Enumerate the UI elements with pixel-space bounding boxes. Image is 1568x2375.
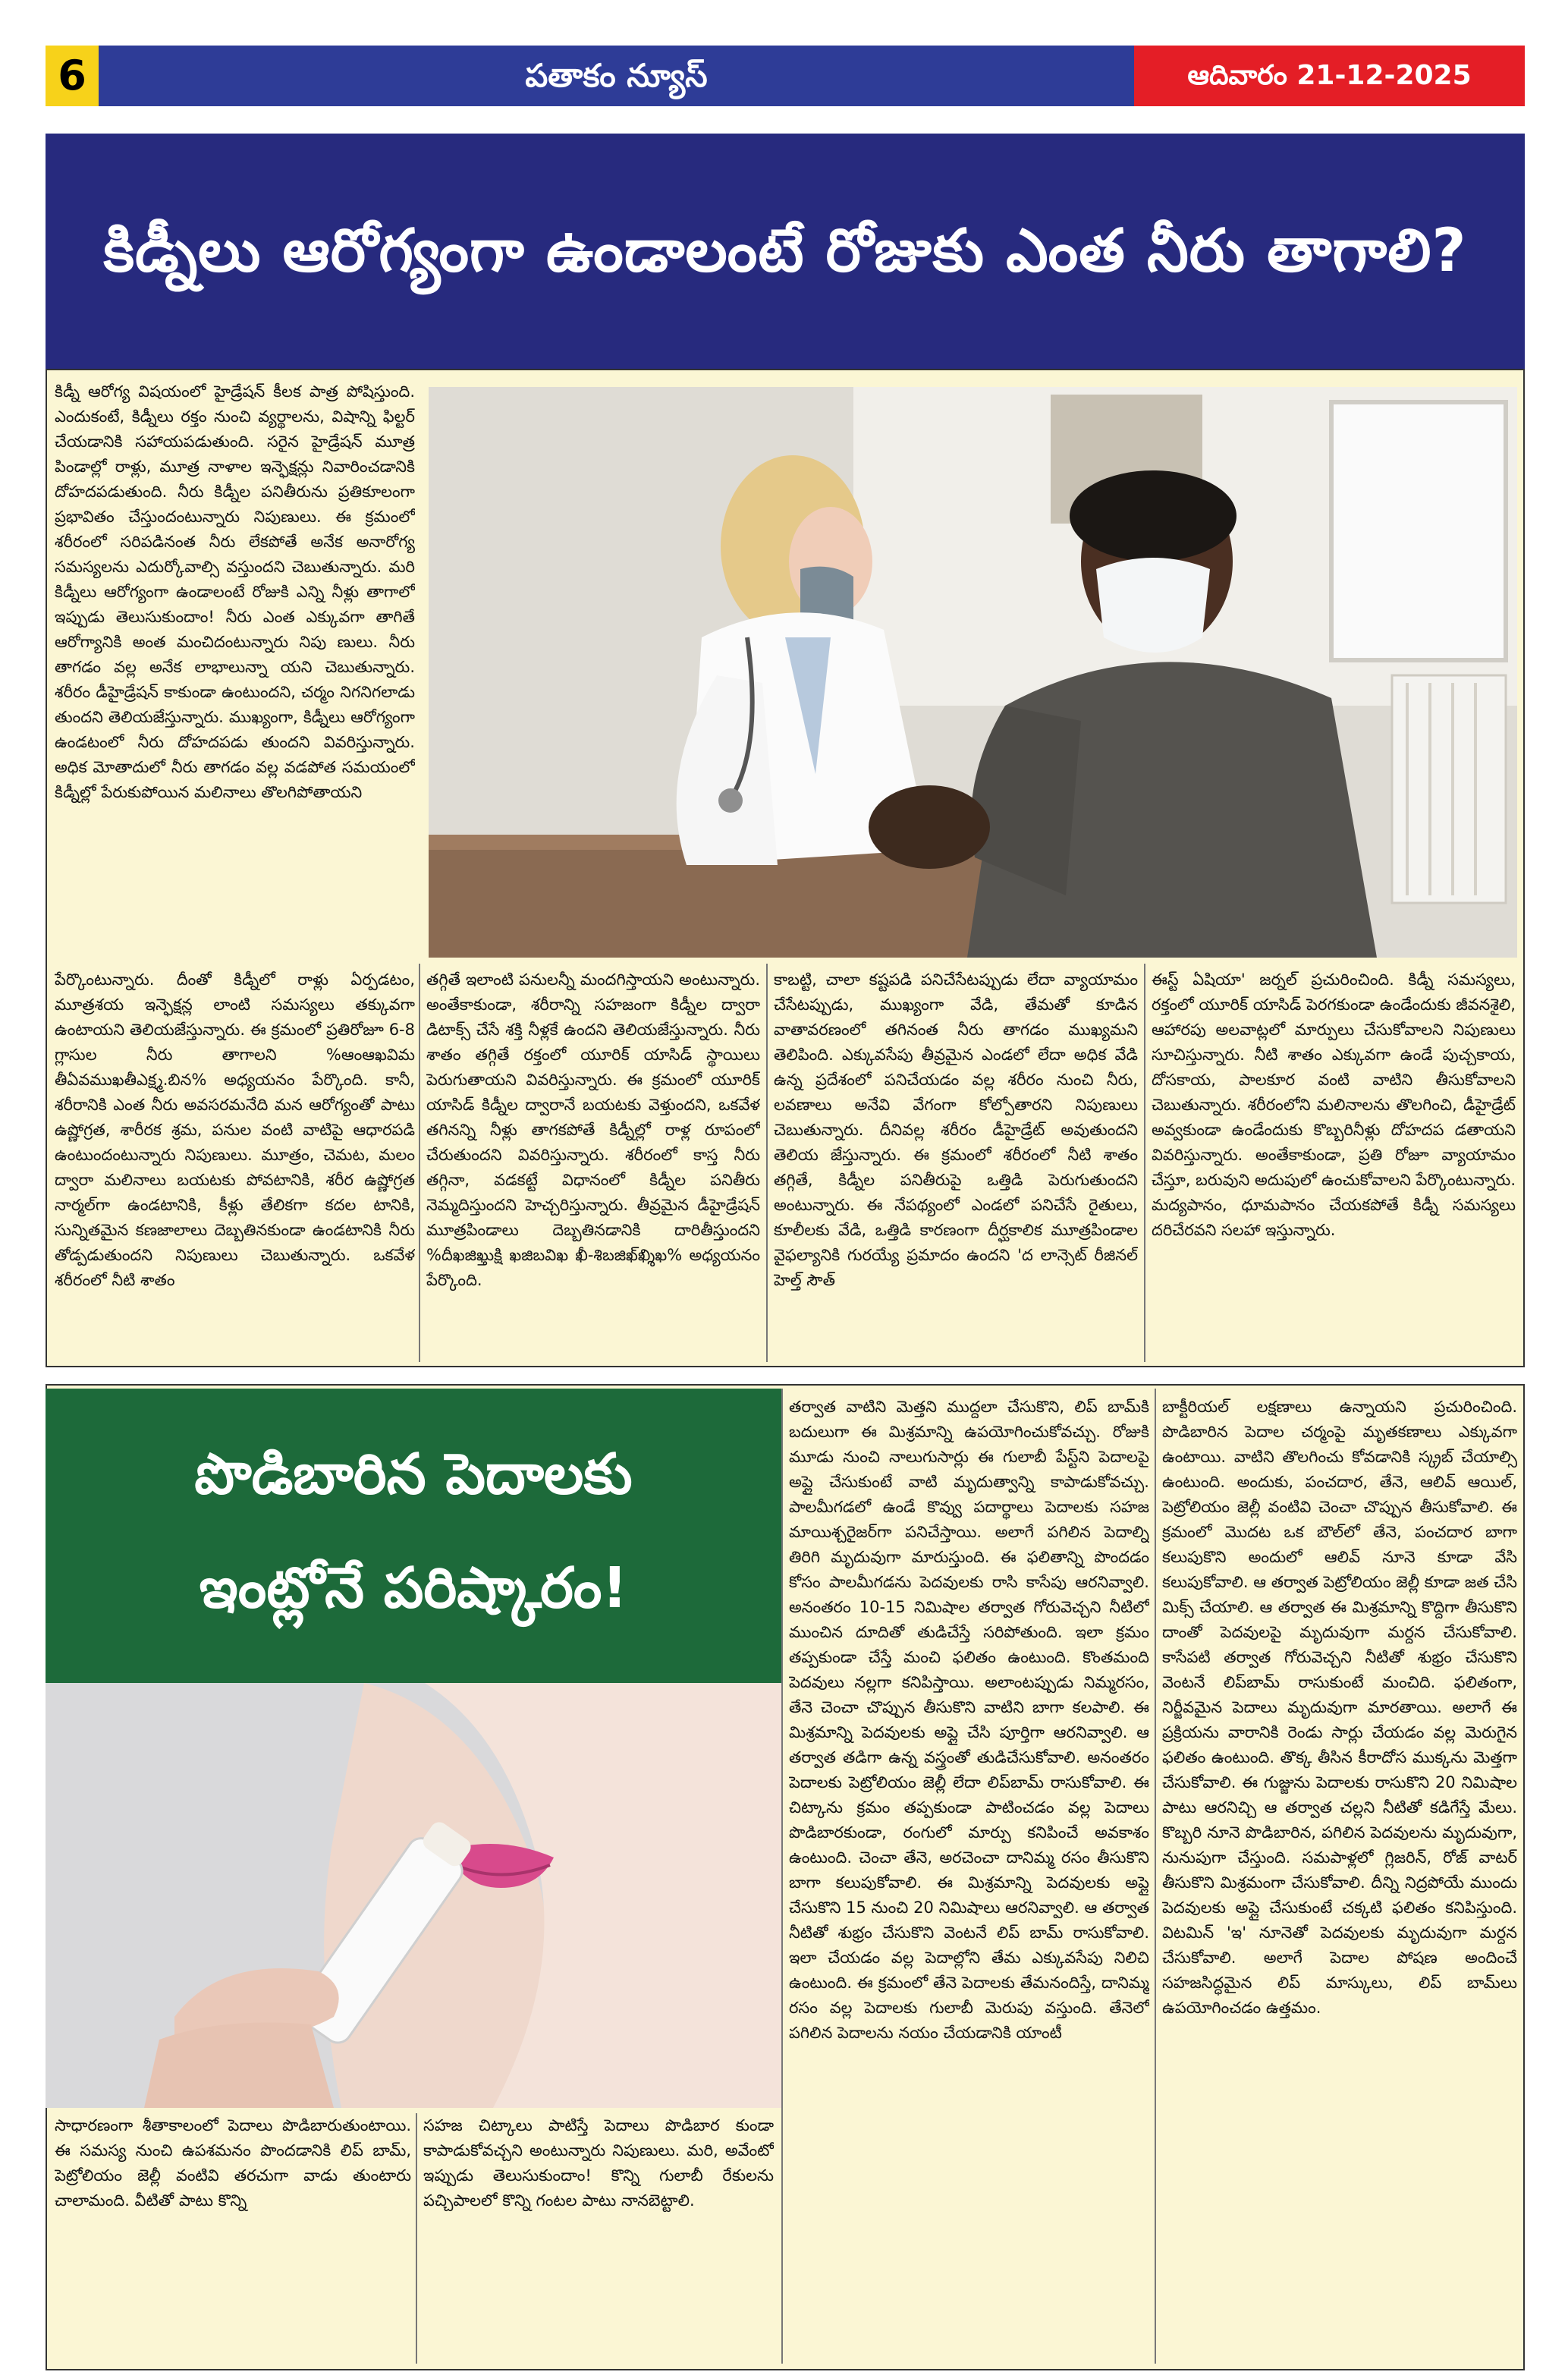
- story1-col2: తగ్గితే ఇలాంటి పనులన్నీ మందగిస్తాయని అంటున్నారు. అంతేకాకుండా, శరీరాన్ని సహజంగా కిడ్నీల ద్వారా డిటాక్స్ చేసే శక్తి నీళ్లకే ఉందని తెలియజేస్తున్నారు. నీరు శాతం తగ్గితే రక్తంలో యూరిక్ యాసిడ్ స్థాయిలు పెరుగుతాయని వివరిస్తున్నారు. ఈ క్రమంలో యూరిక్ యాసిడ్ కిడ్నీల ద్వారానే బయటకు వెళ్తుందని, ఒకవేళ తగినన్ని నీళ్లు తాగకపోతే కిడ్నీల్లో రాళ్ల రూపంలో చేరుతుందని వివరిస్తున్నారు. శరీరంలో కాస్త నీరు తగ్గినా, వడకట్టే విధానంలో కిడ్నీల పనితీరు నెమ్మదిస్తుందని హెచ్చరిస్తున్నారు. తీవ్రమైన డీహైడ్రేషన్ మూత్రపిండాలు దెబ్బతినడానికి దారితీస్తుందని %దీఖజిఖ్తుక్షి ఖజిబవిఖ ఖీ-శిబజిఖ్‌ఖ్శిఖ% అధ్యయనం పేర్కొంది.: [426, 970, 760, 1289]
- column-rule: [1144, 964, 1145, 1362]
- story2-headline-line2: ఇంట్లోనే పరిష్కారం!: [199, 1556, 628, 1621]
- column-rule: [419, 964, 420, 1362]
- story1-headline: కిడ్నీలు ఆరోగ్యంగా ఉండాలంటే రోజుకు ఎంత నీరు తాగాలి?: [46, 134, 1525, 369]
- doctor-patient-photo: [429, 387, 1517, 958]
- story1-col3: కాబట్టి, చాలా కష్టపడి పనిచేసేటప్పుడు లేదా వ్యాయామం చేసేటప్పుడు, ముఖ్యంగా వేడి, తేమతో కూడిన వాతావరణంలో తగినంత నీరు తాగడం ముఖ్యమని తెలిపింది. ఎక్కువసేపు తీవ్రమైన ఎండలో లేదా అధిక వేడి ఉన్న ప్రదేశంలో పనిచేయడం వల్ల శరీరం నుంచి నీరు, లవణాలు అనేవి వేగంగా కోల్పోతారని నిపుణులు చెబుతున్నారు. దీనివల్ల శరీరం డీహైడ్రేట్ అవుతుందని తెలియ జేస్తున్నారు. ఈ క్రమంలో శరీరంలో నీటి శాతం తగ్గితే, కిడ్నీల పనితీరుపై ఒత్తిడి పెరుగుతుందని అంటున్నారు. ఈ నేపథ్యంలో ఎండలో పనిచేసే రైతులు, కూలీలకు వేడి, ఒత్తిడి కారణంగా దీర్ఘకాలిక మూత్రపిండాల వైఫల్యానికి గురయ్యే ప్రమాదం ఉందని 'ద లాన్సెట్ రీజినల్ హెల్త్ సౌత్: [774, 970, 1138, 1289]
- story2-col2: సహజ చిట్కాలు పాటిస్తే పెదాలు పొడిబార కుండా కాపాడుకోవచ్చని అంటున్నారు నిపుణులు. మరి, అవేంటో ఇప్పుడు తెలుసుకుందాం! కొన్ని గులాబీ రేకులను పచ్చిపాలలో కొన్ని గంటల పాటు నానబెట్టాలి.: [423, 2116, 774, 2210]
- newspaper-title: పతాకం న్యూస్: [99, 46, 1134, 106]
- page-number: 6: [46, 46, 99, 106]
- story2-col4: బాక్టీరియల్ లక్షణాలు ఉన్నాయని ప్రచురించింది. పొడిబారిన పెదాల చర్మంపై మృతకణాలు ఎక్కువగా ఉంటాయి. వాటిని తొలగించు కోవడానికి స్క్రబ్ చేయాల్సి ఉంటుంది. అందుకు, పంచదార, తేనె, ఆలివ్ ఆయిల్, పెట్రోలియం జెల్లీ వంటివి చెంచా చొప్పున తీసుకోవాలి. ఈ క్రమంలో మొదట ఒక బౌల్‌లో తేనె, పంచదార బాగా కలుపుకొని అందులో ఆలివ్ నూనె కూడా వేసి కలుపుకోవాలి. ఆ తర్వాత పెట్రోలియం జెల్లీ కూడా జత చేసి మిక్స్ చేయాలి. ఆ తర్వాత ఈ మిశ్రమాన్ని కొద్దిగా తీసుకొని దాంతో పెదవులపై మృదువుగా మర్దన చేసుకోవాలి. కాసేపటి తర్వాత గోరువెచ్చని నీటితో శుభ్రం చేసుకొని వెంటనే లిప్‌బామ్ రాసుకుంటే మంచిది. ఫలితంగా, నిర్జీవమైన పెదాలు మృదువుగా మారతాయి. అలాగే ఈ ప్రక్రియను వారానికి రెండు సార్లు చేయడం వల్ల మెరుగైన ఫలితం ఉంటుంది. తొక్క తీసిన కీరాదోస ముక్కను మెత్తగా చేసుకోవాలి. ఈ గుజ్జును పెదాలకు రాసుకొని 20 నిమిషాల పాటు ఆరనిచ్చి ఆ తర్వాత చల్లని నీటితో కడిగేస్తే మేలు. కొబ్బరి నూనె పొడిబారిన, పగిలిన పెదవులను మృదువుగా, నునుపుగా చేస్తుంది. సమపాళ్లలో గ్లిజరిన్, రోజ్ వాటర్ తీసుకొని మిశ్రమంగా చేసుకోవాలి. దీన్ని నిద్రపోయే ముందు పెదవులకు అప్లై చేసుకుంటే చక్కటి ఫలితం కనిపిస్తుంది. విటమిన్ 'ఇ' నూనెతో పెదవులకు మృదువుగా మర్దన చేసుకోవాలి. అలాగే పెదాల పోషణ అందించే సహజసిద్ధమైన లిప్ మాస్కులు, లిప్ బామ్‌లు ఉపయోగించడం ఉత్తమం.: [1162, 1398, 1517, 2017]
- story1-col4: ఈస్ట్ ఏషియా' జర్నల్ ప్రచురించింది. కిడ్నీ సమస్యలు, రక్తంలో యూరిక్ యాసిడ్ పెరగకుండా ఉండేందుకు జీవనశైలి, ఆహారపు అలవాట్లలో మార్పులు చేసుకోవాలని నిపుణులు సూచిస్తున్నారు. నీటి శాతం ఎక్కువగా ఉండే పుచ్చకాయ, దోసకాయ, పాలకూర వంటి వాటిని తీసుకోవాలని చెబుతున్నారు. శరీరంలోని మలినాలను తొలగించి, డీహైడ్రేట్ అవ్వకుండా ఉండేందుకు కొబ్బరినీళ్లు దోహదప డతాయని వివరిస్తున్నారు. అంతేకాకుండా, ప్రతి రోజూ వ్యాయామం చేస్తూ, బరువుని అదుపులో ఉంచుకోవాలని పేర్కొంటున్నారు. మద్యపానం, ధూమపానం చేయకపోతే కిడ్నీ సమస్యలు దరిచేరవని సలహా ఇస్తున్నారు.: [1152, 970, 1516, 1239]
- column-rule: [781, 1389, 783, 2364]
- story1-col1-bottom: పేర్కొంటున్నారు. దీంతో కిడ్నీలో రాళ్లు ఏర్పడటం, మూత్రశయ ఇన్ఫెక్షన్ల లాంటి సమస్యలు తక్కువగా ఉంటాయని తెలియజేస్తున్నారు. ఈ క్రమంలో ప్రతిరోజూ 6-8 గ్లాసుల నీరు తాగాలని %ఆంఆఖవిమ తీఏవముఖతీఎక్ష్మ.బిన% అధ్యయనం పేర్కొంది. కానీ, శరీరానికి ఎంత నీరు అవసరమనేది మన ఆరోగ్యంతో పాటు ఉష్ణోగ్రత, శారీరక శ్రమ, పనుల వంటి వాటిపై ఆధారపడి ఉంటుందంటున్నారు నిపుణులు. మూత్రం, చెమట, మలం ద్వారా మలినాలు బయటకు పోవటానికి, శరీర ఉష్ణోగ్రత నార్మల్‌గా ఉండటానికి, కీళ్లు తేలికగా కదల టానికి, సున్నితమైన కణజాలాలు దెబ్బతినకుండా ఉండటానికి నీరు తోడ్పడుతుందని నిపుణులు చెబుతున్నారు. ఒకవేళ శరీరంలో నీటి శాతం: [55, 970, 415, 1289]
- story1-col1-top: కిడ్నీ ఆరోగ్య విషయంలో హైడ్రేషన్ కీలక పాత్ర పోషిస్తుంది. ఎందుకంటే, కిడ్నీలు రక్తం నుంచి వ్యర్థాలను, విషాన్ని ఫిల్టర్ చేయడానికి సహాయపడుతుంది. సరైన హైడ్రేషన్ మూత్ర పిండాల్లో రాళ్లు, మూత్ర నాళాల ఇన్ఫెక్షన్లు నివారించడానికి దోహదపడుతుంది. నీరు కిడ్నీల పనితీరును ప్రతికూలంగా ప్రభావితం చేస్తుందంటున్నారు నిపుణులు. ఈ క్రమంలో శరీరంలో సరిపడినంత నీరు లేకపోతే అనేక అనారోగ్య సమస్యలను ఎదుర్కోవాల్సి వస్తుందని చెబుతున్నారు. మరి కిడ్నీలు ఆరోగ్యంగా ఉండాలంటే రోజుకి ఎన్ని నీళ్లు తాగాలో ఇప్పుడు తెలుసుకుందాం! నీరు ఎంత ఎక్కువగా తాగితే ఆరోగ్యానికి అంత మంచిదంటున్నారు నిపు ణులు. నీరు తాగడం వల్ల అనేక లాభాలున్నా యని చెబుతున్నారు. శరీరం డీహైడ్రేషన్ కాకుండా ఉంటుందని, చర్మం నిగనిగలాడు తుందని తెలియజేస్తున్నారు. ముఖ్యంగా, కిడ్నీలు ఆరోగ్యంగా ఉండటంలో నీరు దోహదపడు తుందని వివరిస్తున్నారు. అధిక మోతాదులో నీరు తాగడం వల్ల వడపోత సమయంలో కిడ్నీల్లో పేరుకుపోయిన మలినాలు తొలగిపోతాయని: [55, 382, 415, 801]
- story2-headline: [46, 1389, 781, 1683]
- issue-date: ఆదివారం 21-12-2025: [1134, 46, 1525, 106]
- story2-col1: సాధారణంగా శీతాకాలంలో పెదాలు పొడిబారుతుంటాయి. ఈ సమస్య నుంచి ఉపశమనం పొందడానికి లిప్ బామ్, పెట్రోలియం జెల్లీ వంటివి తరచుగా వాడు తుంటారు చాలామంది. వీటితో పాటు కొన్ని: [55, 2116, 411, 2210]
- column-rule: [1155, 1389, 1156, 2364]
- story2-headline-line1: పొడిబారిన పెదాలకు: [194, 1442, 633, 1507]
- masthead: [46, 46, 1525, 106]
- lip-balm-photo: [46, 1683, 781, 2108]
- story2-col3: తర్వాత వాటిని మెత్తని ముద్దలా చేసుకొని, లిప్ బామ్‌కి బదులుగా ఈ మిశ్రమాన్ని ఉపయోగించుకోవచ్చు. రోజుకి మూడు నుంచి నాలుగుసార్లు ఈ గులాబీ పేస్ట్‌ని పెదాలపై అప్లై చేసుకుంటే వాటి మృదుత్వాన్ని కాపాడుకోవచ్చు. పాలమీగడలో ఉండే కొవ్వు పదార్థాలు పెదాలకు సహజ మాయిశ్చరైజర్‌గా పనిచేస్తాయి. అలాగే పగిలిన పెదాల్ని తిరిగి మృదువుగా మారుస్తుంది. ఈ ఫలితాన్ని పొందడం కోసం పాలమీగడను పెదవులకు రాసి కాసేపు ఆరనివ్వాలి. అనంతరం 10-15 నిమిషాల తర్వాత గోరువెచ్చని నీటిలో ముంచిన దూదితో తుడిచేస్తే సరిపోతుంది. ఇలా క్రమం తప్పకుండా చేస్తే మంచి ఫలితం ఉంటుంది. కొంతమంది పెదవులు నల్లగా కనిపిస్తాయి. అలాంటప్పుడు నిమ్మరసం, తేనె చెంచా చొప్పున తీసుకొని వాటిని బాగా కలపాలి. ఈ మిశ్రమాన్ని పెదవులకు అప్లై చేసి పూర్తిగా ఆరనివ్వాలి. ఆ తర్వాత తడిగా ఉన్న వస్త్రంతో తుడిచేసుకోవాలి. అనంతరం పెదాలకు పెట్రోలియం జెల్లీ లేదా లిప్‌బామ్ రాసుకోవాలి. ఈ చిట్కాను క్రమం తప్పకుండా పాటించడం వల్ల పెదాలు పొడిబారకుండా, రంగులో మార్పు కనిపించే అవకాశం ఉంటుంది. చెంచా తేనె, అరచెంచా దానిమ్మ రసం తీసుకొని బాగా కలుపుకోవాలి. ఈ మిశ్రమాన్ని పెదవులకు అప్లై చేసుకొని 15 నుంచి 20 నిమిషాలు ఆరనివ్వాలి. ఆ తర్వాత నీటితో శుభ్రం చేసుకొని వెంటనే లిప్ బామ్ రాసుకోవాలి. ఇలా చేయడం వల్ల పెదాల్లోని తేమ ఎక్కువసేపు నిలిచి ఉంటుంది. ఈ క్రమంలో తేనె పెదాలకు తేమనందిస్తే, దానిమ్మ రసం వల్ల పెదాలకు గులాబీ మెరుపు వస్తుంది. తేనెలో పగిలిన పెదాలను నయం చేయడానికి యాంటీ: [789, 1398, 1149, 2042]
- column-rule: [766, 964, 768, 1362]
- column-rule: [416, 2113, 417, 2364]
